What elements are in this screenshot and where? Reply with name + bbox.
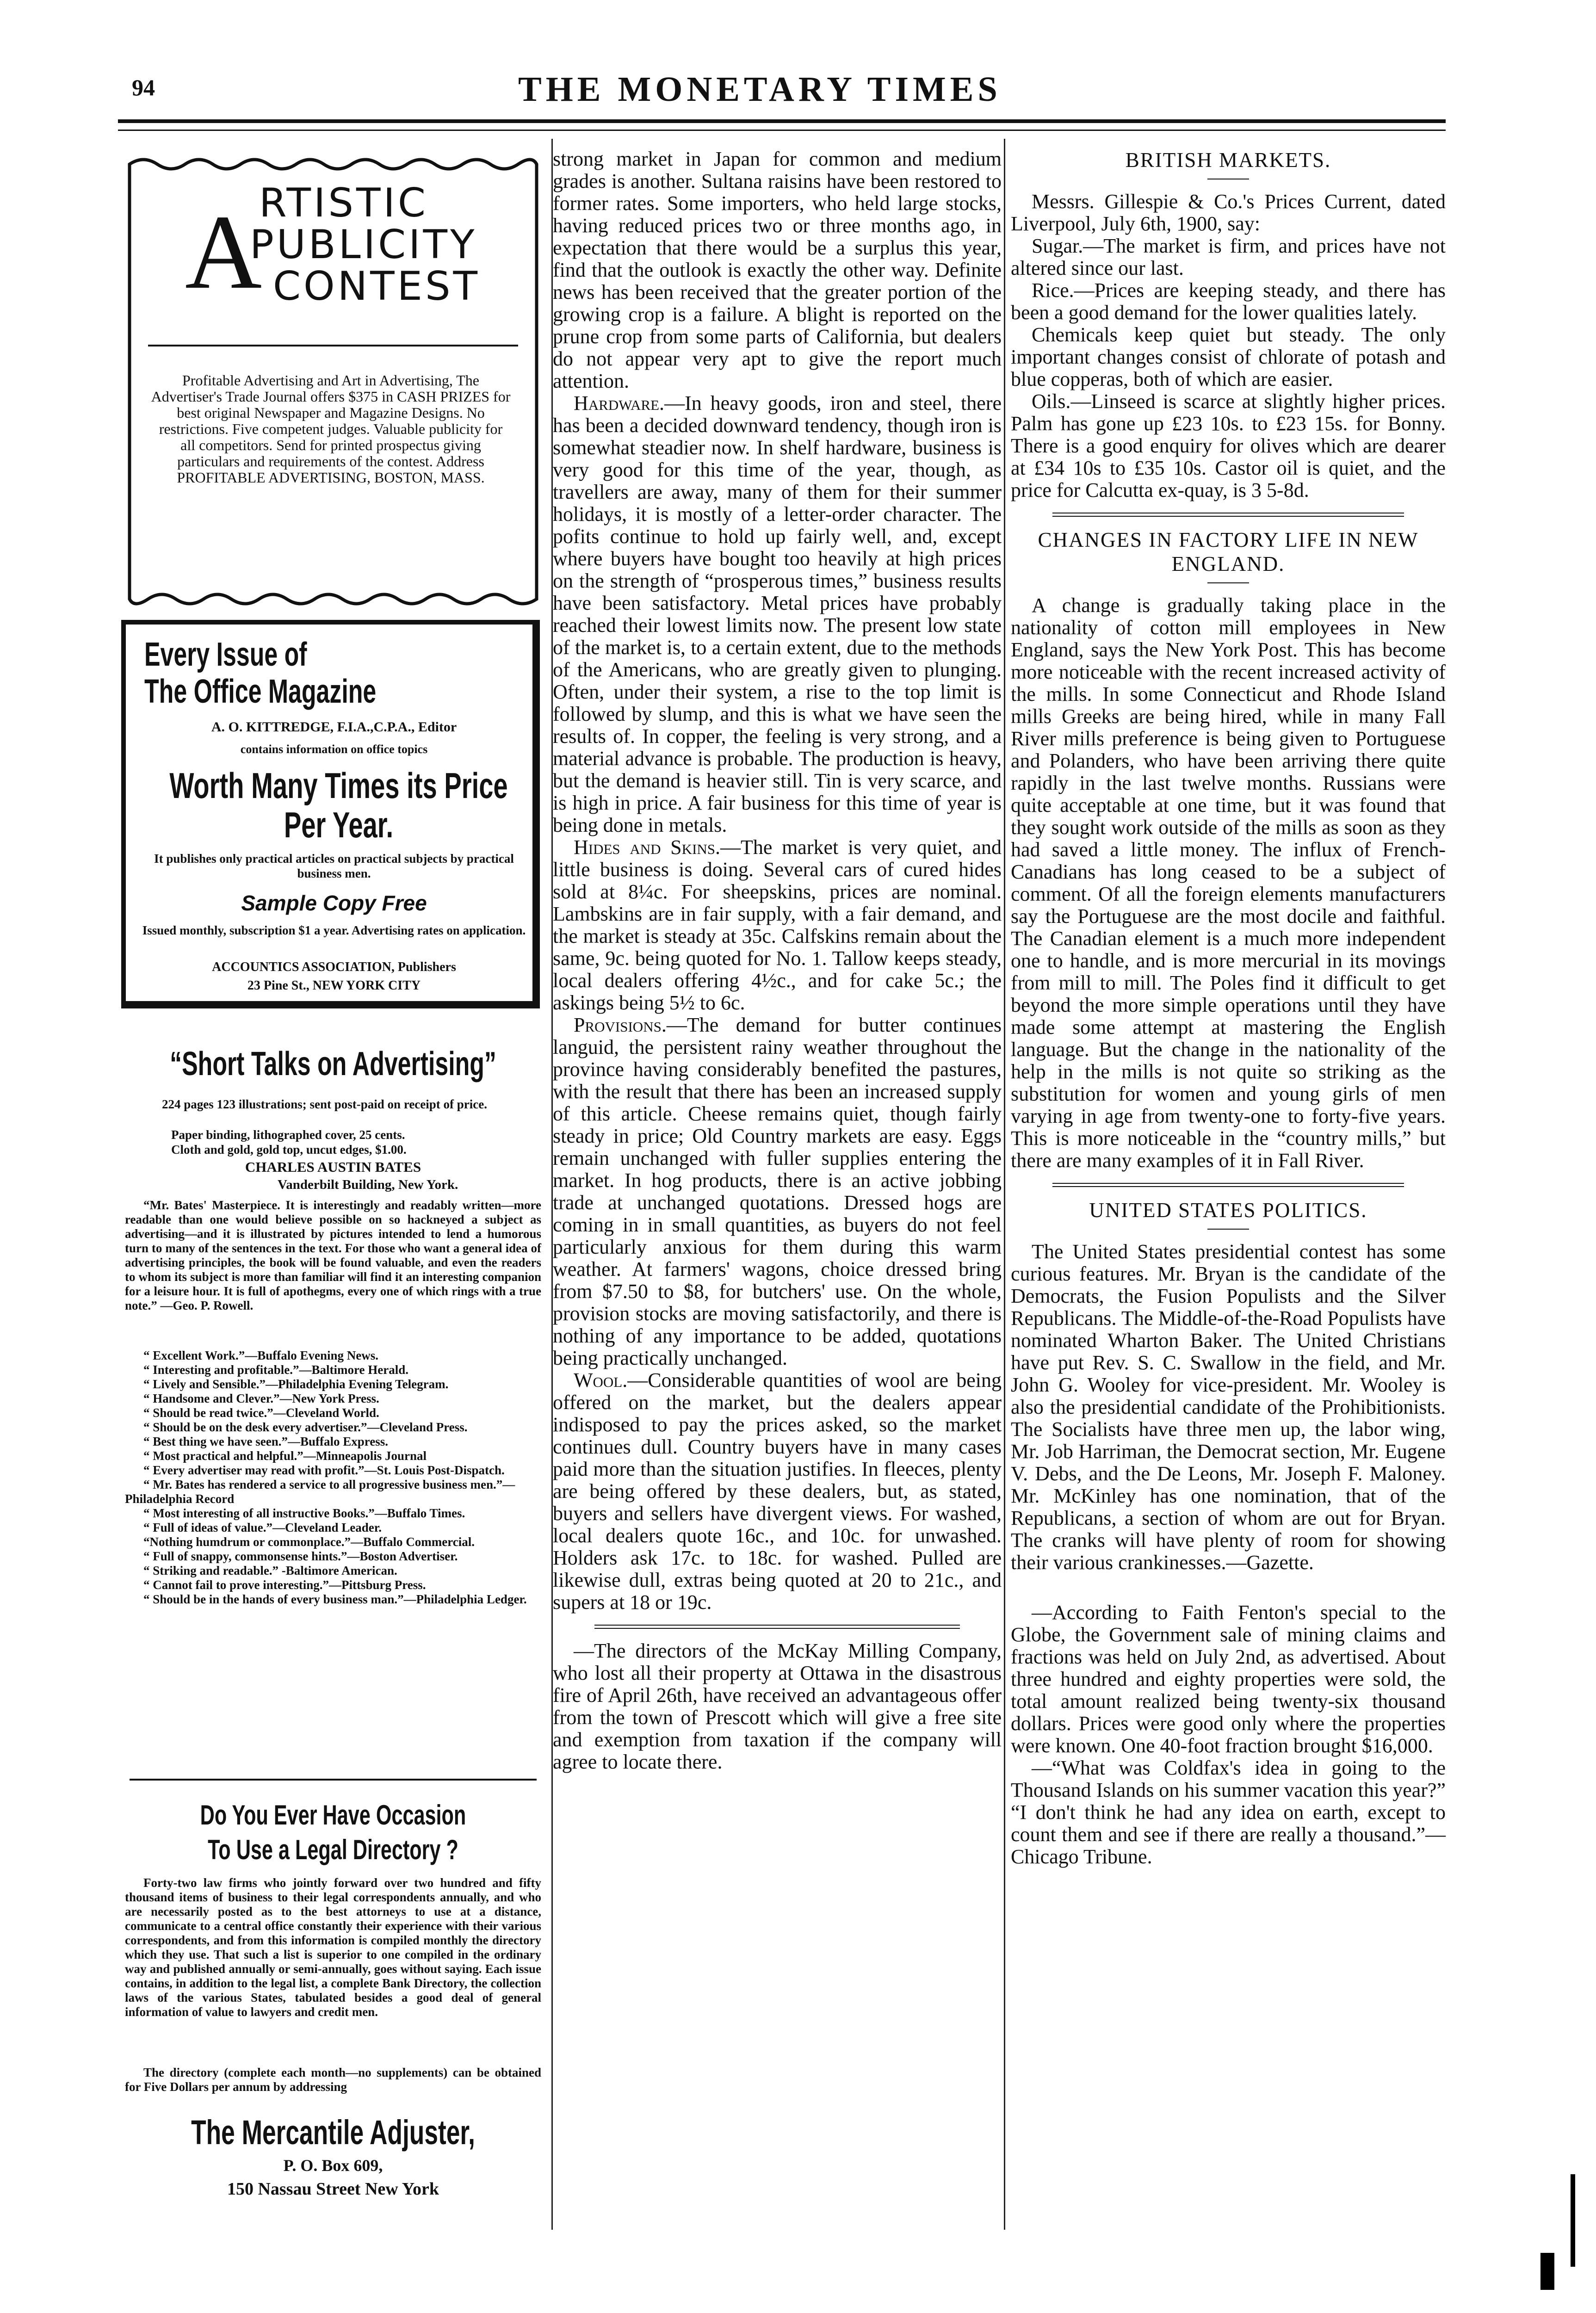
quote-item: “ Should be read twice.”—Cleveland World. [143,1406,379,1420]
quote-item: “ Should be in the hands of every business man.”—Philadelphia Ledger. [143,1592,527,1606]
article-wool [553,1369,1002,1614]
section-label-wool: Wool. [574,1369,628,1392]
ad-short-talks-review: “Mr. Bates' Masterpiece. It is interestingly and readably written—more readable than one would believe possible on so hackneyed a subject as advertising—and it is illustrated by pictures intended to lend a humorous turn to many of the sentences in the text. For those who want a general idea of advertising principles, the book will be found valuable, and even the readers to whom its subject is more than familiar will find it an interesting companion for a leisure hour. It is full of apothegms, every one of which rings with a true note.” —Geo. P. Rowell. [125,1198,541,1312]
quote-item: “ Should be on the desk every advertiser.”—Cleveland Press. [143,1420,468,1434]
article-hardware [553,392,1002,836]
scan-edge-mark [1540,2253,1554,2290]
british-rice: Rice.—Prices are keeping steady, and there has been a good demand for the lower qualities lately. [1011,279,1446,324]
ad-artistic-line-2: PUBLICITY [250,222,477,268]
heading-factory-life: CHANGES IN FACTORY LIFE IN NEW ENGLAND. [1038,528,1419,575]
ad-short-talks-quotes [125,1348,541,1607]
header-rule-top [118,119,1446,123]
quote-item: “ Lively and Sensible.”—Philadelphia Evening Telegram. [143,1377,449,1391]
ad-office-editor: A. O. KITTREDGE, F.I.A.,C.P.A., Editor [211,719,457,735]
ad-artistic-big-letter: A [185,193,265,311]
separator [1052,513,1404,517]
separator [1052,1183,1404,1187]
ad-office-title-1: Every Issue of [144,636,307,673]
quote-item: “ Full of ideas of value.”—Cleveland Leader. [143,1521,382,1534]
ad-short-talks-line-1: 224 pages 123 illustrations; sent post-paid on receipt of price. [162,1097,487,1111]
quote-item: “ Best thing we have seen.”—Buffalo Express. [143,1435,389,1448]
ad-office-title-2: The Office Magazine [144,673,377,710]
quote-item: “ Cannot fail to prove interesting.”—Pittsburg Press. [143,1578,426,1592]
ad-short-talks-line-3: Cloth and gold, gold top, uncut edges, $1.00. [171,1143,407,1156]
british-sugar: Sugar.—The market is firm, and prices have not altered since our last. [1011,235,1446,279]
ad-office-publisher: ACCOUNTICS ASSOCIATION, Publishers [212,960,456,974]
ad-office-address: 23 Pine St., NEW YORK CITY [247,978,421,993]
british-chemicals: Chemicals keep quiet but steady. The only important changes consist of chlorate of potash and blue copperas, both of which are easier. [1011,323,1446,390]
quote-item: “ Most interesting of all instructive Books.”—Buffalo Times. [143,1506,465,1520]
article-politics: The United States presidential contest has some curious features. Mr. Bryan is the candidate of the Democrats, the Fusion Populists and the Silver Republicans. The Middle-of-the-Road Populists have nominated Wharton Baker. The United Christians have put Rev. S. C. Swallow in the field, and Mr. John G. Wooley for vice-president. Mr. Wooley is also the presidential candidate of the Prohibitionists. The Socialists have three men up, the labor wing, Mr. Job Harriman, the Democrat section, Mr. Eugene V. Debs, and the De Leons, Mr. Joseph F. Maloney. Mr. McKinley has one nomination, that of the Republicans, a section of whom are out for Bryan. The cranks will have plenty of room for showing their various crankinesses.—Gazette. [1011,1240,1446,1574]
quote-item: “ Striking and readable.” -Baltimore American. [143,1564,397,1577]
ad-short-talks-title: “Short Talks on Advertising” [170,1045,496,1082]
column-2 [553,148,1002,1773]
ad-office-sample: Sample Copy Free [241,891,427,915]
column-rule-2 [1004,139,1005,2230]
wool-text: —Considerable quantities of wool are being offered on the market, but the dealers appear indisposed to pay the prices asked, so the market continues dull. Country buyers have in many cases paid more than the situation justifies. In fleeces, plenty are being offered by these dealers, but, as stated, buyers and sellers have divergent views. For washed, local dealers quote 16c., and 10c. for unwashed. Holders ask 17c. to 18c. for washed. Pulled are likewise dull, extras being quoted at 20 to 21c., and supers at 18 or 19c. [553,1369,1002,1614]
british-oils: Oils.—Linseed is scarce at slightly higher prices. Palm has gone up £23 10s. to £23 15s. for Bonny. There is a good enquiry for olives which are dearer at £34 10s to £35 10s. Castor oil is quiet, and the price for Calcutta ex-quay, is 3 5-8d. [1011,390,1446,501]
article-coldfax: —“What was Coldfax's idea in going to the Thousand Islands on his summer vacation this year?” “I don't think he had any idea on earth, except to count them and see if there are really a thousand.”—Chicago Tribune. [1011,1756,1446,1868]
ad-separator [130,1779,537,1781]
section-label-provisions: Provisions. [574,1014,667,1036]
heading-rule [1207,582,1249,583]
ad-legal-box: P. O. Box 609, [283,2156,383,2175]
british-intro: Messrs. Gillespie & Co.'s Prices Current, dated Liverpool, July 6th, 1900, say: [1011,190,1446,235]
article-hides [553,836,1002,1014]
quote-item: “ Handsome and Clever.”—New York Press. [143,1392,379,1405]
ad-legal-body: Forty-two law firms who jointly forward over two hundred and fifty thousand items of business to their legal correspondents annually, and who are necessarily posted as to the best attorneys to use at a distance, communicate to a central office constantly their experience with their various correspondents, and from this information is compiled monthly the directory which they use. That such a list is superior to one compiled in the ordinary way and published annually or semi-annually, goes without saying. Each issue contains, in addition to the legal list, a complete Bank Directory, the collection laws of the various States, tabulated besides a good deal of general information of value to lawyers and credit men. [125,1876,541,2019]
ad-legal-street: 150 Nassau Street New York [227,2179,439,2199]
ad-short-talks-author: CHARLES AUSTIN BATES [245,1159,421,1175]
section-label-hides: Hides and Skins. [574,836,720,859]
spacer [1011,1574,1446,1602]
ad-office-contains: contains information on office topics [240,742,428,756]
article-provisions [553,1014,1002,1369]
ad-office-worth-1: Worth Many Times its Price [169,765,508,806]
article-fenton: —According to Faith Fenton's special to the Globe, the Government sale of mining claims and fractions was held on July 2nd, as advertised. About three hundred and eighty properties were sold, the total amount realized being twenty-six thousand dollars. Prices were good only where the properties were known. One 40-foot fraction brought $16,000. [1011,1601,1446,1757]
column-3 [1011,148,1446,1868]
heading-rule [1207,1229,1249,1230]
heading-us-politics: UNITED STATES POLITICS. [1089,1199,1367,1222]
section-label-hardware: Hardware. [574,392,665,414]
hides-text: —The market is very quiet, and little business is doing. Several cars of cured hides sold at 8¼c. For sheepskins, prices are nominal. Lambskins are in fair supply, with a fair demand, and the market is steady at 35c. Calfskins remain about the same, 9c. being quoted for No. 1. Tallow keeps steady, local dealers offering 4½c., and for cake 5c.; the askings being 5½ to 6c. [553,836,1002,1014]
ad-artistic-body: Profitable Advertising and Art in Advertising, The Advertiser's Trade Journal offers $375 in CASH PRIZES for best original Newspaper and Magazine Designs. No restrictions. Five competent judges. Valuable publicity for all competitors. Send for printed prospectus giving particulars and requirements of the contest. Address PROFITABLE ADVERTISING, BOSTON, MASS. [151,372,511,486]
masthead-title: THE MONETARY TIMES [518,70,1002,109]
heading-british-markets: BRITISH MARKETS. [1125,148,1331,172]
provisions-text: —The demand for butter continues languid, the persistent rainy weather throughout the province having considerably benefited the pastures, with the result that there has been an increased supply of this article. Cheese remains quiet, though fairly steady in price; Old Country markets are easy. Eggs remain unchanged with fuller supplies entering the market. In hog products, there is an active jobbing trade at unchanged quotations. Dressed hogs are coming in in small quantities, as buyers do not feel particularly anxious for them during this warm weather. At farmers' wagons, choice dressed bring from $7.50 to $8, for butchers' use. On the whole, provision stocks are moving satisfactorily, and there is nothing of any importance to be added, quotations being practically unchanged. [553,1014,1002,1369]
quote-item: “ Full of snappy, commonsense hints.”—Boston Advertiser. [143,1549,458,1563]
ad-office-worth-2: Per Year. [284,804,394,845]
article-intro: strong market in Japan for common and medium grades is another. Sultana raisins have been restored to former rates. Some importers, who held large stocks, having reduced prices two or three months ago, in expectation that there would be a surplus this year, find that the outlook is exactly the other way. Definite news has been received that the greater portion of the growing crop is a failure. A blight is reported on the prune crop from some parts of California, but dealers do not appear very apt to give the report much attention. [553,148,1002,392]
ad-office-magazine [121,620,540,1008]
ad-short-talks-line-2: Paper binding, lithographed cover, 25 cents. [171,1128,405,1142]
ad-legal-title-1: Do You Ever Have Occasion [200,1800,466,1831]
quote-item: “Nothing humdrum or commonplace.”—Buffalo Commercial. [143,1535,475,1549]
ad-artistic-publicity [125,155,541,608]
ad-office-issued: Issued monthly, subscription $1 a year. Advertising rates on application. [142,923,526,937]
article-factory: A change is gradually taking place in the nationality of cotton mill employees in New England, says the New York Post. This has become more noticeable with the recent increased activity of the mills. In some Connecticut and Rhode Island mills Greeks are being hired, while in many Fall River mills preference is being given to Portuguese and Polanders, who have been arriving there quite rapidly in the last twelve months. Russians were quite acceptable at one time, but it was found that they sought work outside of the mills as soon as they had saved a little money. The influx of French-Canadians has long ceased to be a subject of comment. Of all the foreign elements manufacturers say the Portuguese are the most docile and faithful. The Canadian element is a much more independent one to handle, and is more mercurial in its movings from mill to mill. The Poles find it difficult to get beyond the more simple operations until they have made some attempt at mastering the English language. But the change in the nationality of the help in the mills is not quite so striking as the substitution for women and young girls of men varying in age from twenty-one to forty-five years. This is more noticeable in the “country mills,” but there are many examples of it in Fall River. [1011,594,1446,1172]
header-rule-bottom [118,130,1446,131]
scan-edge-mark [1571,2174,1575,2267]
article-mckay: —The directors of the McKay Milling Company, who lost all their property at Ottawa in the disastrous fire of April 26th, have received an advantageous offer from the town of Prescott which will give a free site and exemption from taxation if the company will agree to locate there. [553,1639,1002,1773]
hardware-text: —In heavy goods, iron and steel, there has been a decided downward tendency, though iron is somewhat steadier now. In shelf hardware, business is very good for this time of the year, though, as travellers are away, many of them for their summer holidays, it is mostly of a letter-order character. The pofits continue to hold up fairly well, and, except where buyers have bought too heavily at high prices on the strength of “prosperous times,” business results have been satisfactory. Metal prices have probably reached their lowest limits now. The present low state of the market is, to a certain extent, due to the methods of the Americans, who are greatly given to plunging. Often, under their system, a rise to the top limit is followed by slump, and this is what we have seen the results of. In copper, the feeling is very strong, and a material advance is probable. The production is heavy, but the demand is heavier still. Tin is very scarce, and is high in price. A fair business for this time of year is being done in metals. [553,392,1002,836]
page-number: 94 [132,74,155,100]
ad-artistic-divider [148,345,518,346]
quote-item: “ Most practical and helpful.”—Minneapolis Journal [143,1449,427,1463]
separator [594,1625,960,1629]
quote-item: “ Mr. Bates has rendered a service to all progressive business men.”—Philadelphia Record [125,1478,515,1506]
quote-item: “ Interesting and profitable.”—Baltimore Herald. [143,1363,408,1377]
quote-item: “ Excellent Work.”—Buffalo Evening News. [143,1348,379,1362]
ad-artistic-line-1: RTISTIC [259,180,428,226]
quote-item: “ Every advertiser may read with profit.”—St. Louis Post-Dispatch. [143,1463,505,1477]
ad-office-publishes: It publishes only practical articles on practical subjects by practical business men. [154,852,514,880]
ad-legal-body-2: The directory (complete each month—no supplements) can be obtained for Five Dollars per annum by addressing [125,2066,541,2094]
ad-artistic-line-3: CONTEST [273,263,481,309]
ad-legal-title-2: To Use a Legal Directory ? [208,1834,458,1865]
ad-legal-name: The Mercantile Adjuster, [191,2113,475,2152]
ad-short-talks-building: Vanderbilt Building, New York. [278,1177,458,1192]
